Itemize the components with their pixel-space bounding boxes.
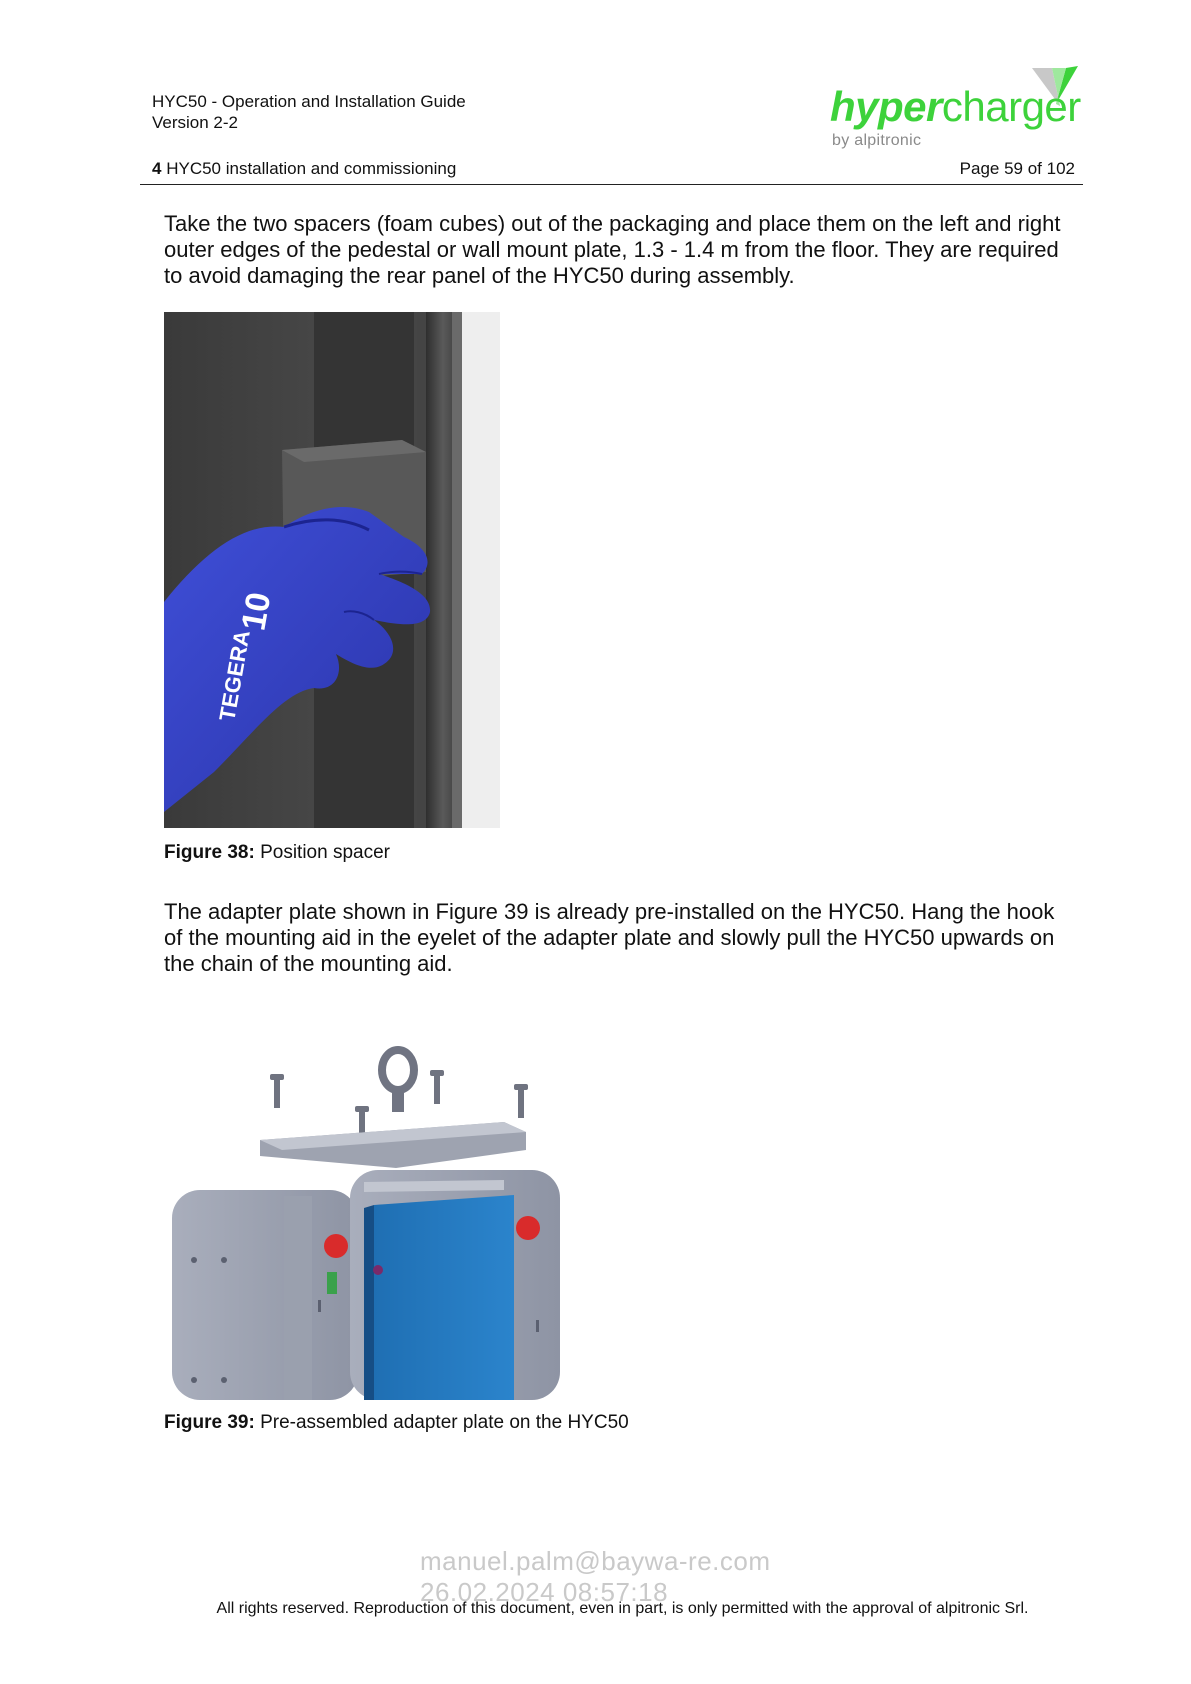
figure-38-label: Figure 38: (164, 842, 255, 863)
section-title: HYC50 installation and commissioning (166, 159, 457, 178)
logo-tagline: by alpitronic (832, 132, 922, 149)
glove-size-label: 10 (234, 589, 279, 634)
footer-copyright (0, 1599, 1191, 1619)
watermark-email: manuel.palm@baywa-re.com (420, 1546, 771, 1576)
figure-38-caption-text: Position spacer (260, 842, 390, 863)
glove-brand-label: TEGERA (214, 628, 255, 723)
figure-39-label: Figure 39: (164, 1412, 255, 1433)
section-heading (152, 158, 456, 179)
page-number: Page 59 of 102 (959, 159, 1075, 178)
logo-wordmark-hyper: hyper (830, 83, 942, 130)
figure-38-image (164, 312, 500, 828)
figure-38-caption (164, 841, 390, 864)
figure-39-caption (164, 1411, 629, 1434)
watermark-timestamp: 26.02.2024 08:57:18 (420, 1577, 669, 1607)
hypercharger-logo (830, 66, 1080, 156)
footer-copyright-text: All rights reserved. Reproduction of this document, even in part, is only permitted with the approval of alpitronic Srl. (216, 1600, 1029, 1617)
instruction-paragraph-adapter-plate: The adapter plate shown in Figure 39 is already pre-installed on the HYC50. Hang the hook of the mounting aid in the eyelet of the adapter plate and slowly pull the HYC50 upwards on the chain of the mounting aid. (164, 899, 1055, 976)
figure-39-caption-text: Pre-assembled adapter plate on the HYC50 (260, 1412, 629, 1433)
instruction-paragraph-spacers: Take the two spacers (foam cubes) out of the packaging and place them on the left and right outer edges of the pedestal or wall mount plate, 1.3 - 1.4 m from the floor. They are required to avoid damaging the rear panel of the HYC50 during assembly. (164, 211, 1061, 288)
section-number: 4 (152, 159, 162, 178)
document-title: HYC50 - Operation and Installation Guide (152, 92, 466, 111)
document-version: Version 2-2 (152, 113, 238, 132)
header-divider (140, 184, 1083, 185)
logo-wordmark-charger: charger (941, 83, 1081, 130)
logo-wordmark (830, 84, 1081, 130)
figure-39-image (164, 1020, 594, 1400)
